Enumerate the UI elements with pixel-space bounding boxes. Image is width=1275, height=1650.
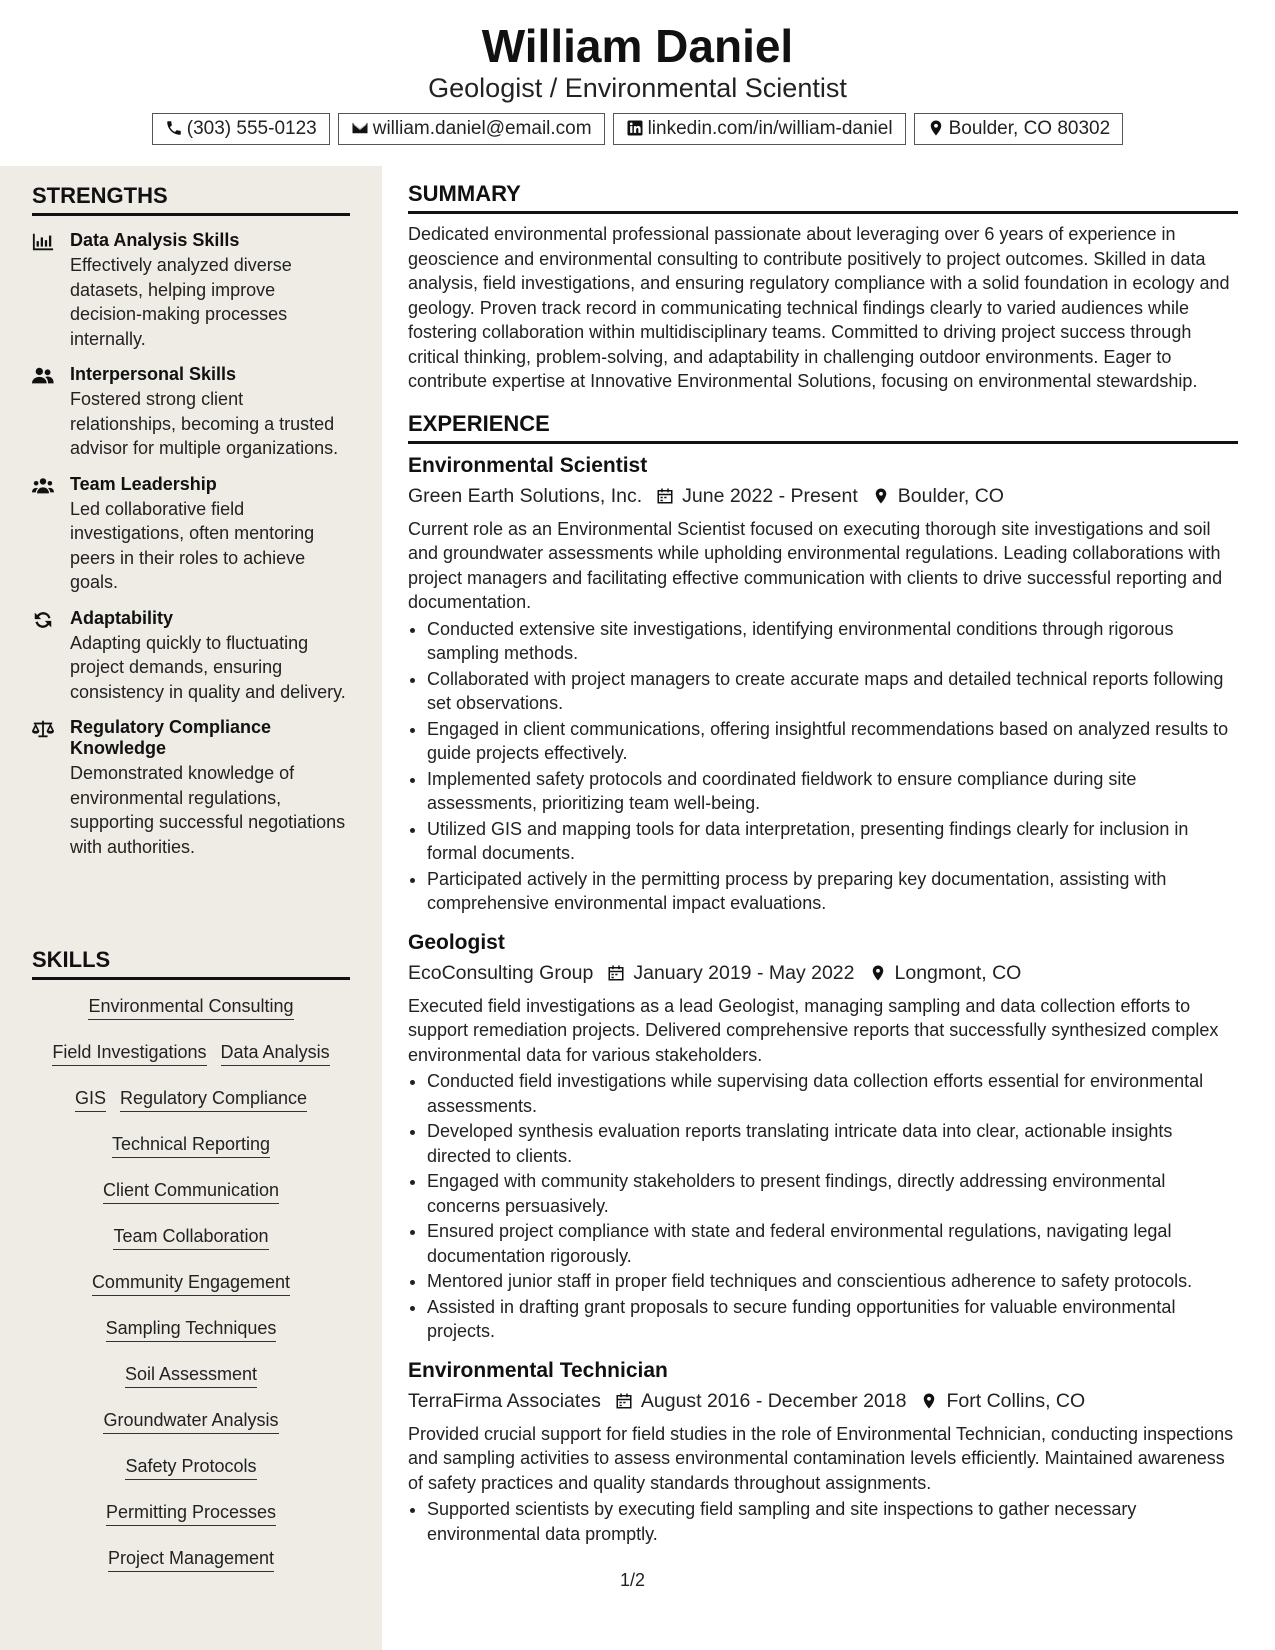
job-company: EcoConsulting Group [408, 961, 594, 984]
job-meta [408, 483, 1238, 509]
phone-icon [165, 119, 183, 137]
skill-tag: Technical Reporting [112, 1132, 270, 1158]
job-bullet: • Utilized GIS and mapping tools for data interpretation, presenting findings clearly for inclusion in formal documents. [427, 817, 1238, 866]
strength-name: Team Leadership [70, 473, 217, 494]
linkedin-icon [626, 119, 644, 137]
skill-tag: Field Investigations [52, 1040, 206, 1066]
job-bullet: • Conducted field investigations while supervising data collection efforts essential for environmental assessments. [427, 1069, 1238, 1118]
job-title: Environmental Scientist [408, 453, 648, 477]
skill-tag: Community Engagement [92, 1270, 290, 1296]
contact-email[interactable] [338, 113, 605, 145]
strength-name: Interpersonal Skills [70, 364, 237, 384]
strength-desc: Adapting quickly to fluctuating project demands, ensuring consistency in quality and delivery. [70, 632, 346, 702]
job-dates: January 2019 - May 2022 [633, 961, 855, 984]
job-bullet: • Implemented safety protocols and coordinated fieldwork to ensure compliance during site assessments, prioritizing team well-being. [427, 767, 1238, 816]
skill-tag: Data Analysis [221, 1040, 330, 1066]
skill-tag: Environmental Consulting [88, 994, 293, 1020]
skills-section [32, 946, 350, 1592]
map-pin-icon [869, 964, 887, 982]
job-company: Green Earth Solutions, Inc. [408, 484, 643, 507]
job-bullet: • Participated actively in the permitting process by preparing key documentation, assisting with comprehensive environmental impact evaluations. [427, 867, 1238, 916]
skill-tag: Project Management [108, 1546, 274, 1572]
contact-phone[interactable] [152, 113, 330, 145]
job-entry [408, 1358, 1238, 1547]
job-bullet: • Ensured project compliance with state and federal environmental regulations, navigating legal documentation rigorously. [427, 1219, 1238, 1268]
contact-linkedin[interactable] [613, 113, 906, 145]
strength-item [32, 608, 350, 705]
summary-heading: SUMMARY [408, 180, 1238, 214]
job-description: Executed field investigations as a lead Geologist, managing sampling and data collection efforts to support remediation projects. Delivered comprehensive reports that successfully synthesized complex environmental data for various stakeholders. [408, 995, 1219, 1065]
sidebar [0, 166, 382, 1650]
strength-desc: Fostered strong client relationships, becoming a trusted advisor for multiple organizations. [70, 389, 339, 458]
skill-tag: Regulatory Compliance [120, 1086, 307, 1112]
skills-heading: SKILLS [32, 946, 350, 980]
job-bullets [408, 1497, 1238, 1546]
job-bullet: • Conducted extensive site investigations, identifying environmental conditions through rigorous sampling methods. [427, 617, 1238, 666]
job-meta [408, 960, 1238, 986]
job-title: Environmental Technician [408, 1358, 668, 1382]
job-bullet: • Engaged with community stakeholders to present findings, directly addressing environmental concerns persuasively. [427, 1169, 1238, 1218]
strength-desc: Demonstrated knowledge of environmental regulations, supporting successful negotiations with authorities. [70, 763, 346, 857]
map-pin-icon [920, 1392, 938, 1410]
summary-section [408, 180, 1238, 394]
job-description: Current role as an Environmental Scientist focused on executing thorough site investigations and soil and groundwater assessments while upholding environmental regulations. Leading collaborations with project managers and facilitating effective communication with clients to drive successful reporting and documentation. [408, 518, 1223, 612]
job-bullet: • Engaged in client communications, offering insightful recommendations based on analyzed results to guide projects effectively. [427, 717, 1238, 766]
skills-list [32, 994, 350, 1592]
map-pin-icon [927, 119, 945, 137]
skill-tag: Groundwater Analysis [103, 1408, 278, 1434]
users-icon [32, 366, 54, 386]
strengths-section [32, 182, 350, 859]
job-dates: June 2022 - Present [682, 484, 858, 507]
strength-desc: Effectively analyzed diverse datasets, helping improve decision-making processes internally. [70, 255, 292, 349]
skill-tag: GIS [75, 1086, 106, 1112]
calendar-icon [615, 1392, 633, 1410]
job-entry [408, 930, 1238, 1344]
job-bullet: • Assisted in drafting grant proposals to secure funding opportunities for valuable environmental projects. [427, 1295, 1238, 1344]
refresh-icon [32, 610, 54, 630]
envelope-icon [351, 119, 369, 137]
skill-tag: Soil Assessment [125, 1362, 257, 1388]
contact-location-text: Boulder, CO 80302 [948, 118, 1111, 139]
experience-section [408, 410, 1238, 1547]
job-entry [408, 453, 1238, 916]
job-bullet: • Developed synthesis evaluation reports translating intricate data into clear, actionable insights directed to clients. [427, 1119, 1238, 1168]
skill-tag: Permitting Processes [106, 1500, 276, 1526]
contact-phone-text: (303) 555-0123 [186, 118, 317, 139]
job-bullet: • Mentored junior staff in proper field techniques and conscientious adherence to safety protocols. [427, 1269, 1238, 1294]
scale-icon [32, 719, 54, 739]
resume-header [0, 0, 1275, 165]
page-number: 1/2 [620, 1570, 646, 1590]
contact-location[interactable] [914, 113, 1124, 145]
job-description: Provided crucial support for field studies in the role of Environmental Technician, conducting inspections and sampling activities to assess environmental contamination levels efficiently. Maintained awareness of safety practices and quality standards throughout assignments. [408, 1423, 1234, 1493]
job-location: Longmont, CO [894, 961, 1022, 984]
contact-bar [0, 113, 1275, 145]
job-location: Fort Collins, CO [946, 1389, 1086, 1412]
strength-name: Regulatory Compliance Knowledge [70, 717, 272, 758]
strength-desc: Led collaborative field investigations, often mentoring peers in their roles to achieve goals. [70, 498, 315, 592]
strengths-heading: STRENGTHS [32, 182, 350, 216]
experience-heading: EXPERIENCE [408, 410, 1238, 444]
bar-chart-icon [32, 232, 54, 252]
strength-name: Adaptability [70, 607, 174, 628]
map-pin-icon [872, 487, 890, 505]
candidate-name: William Daniel [481, 20, 794, 72]
skill-tag: Sampling Techniques [106, 1316, 277, 1342]
job-title: Geologist [408, 930, 505, 954]
candidate-title: Geologist / Environmental Scientist [428, 73, 847, 103]
skill-tag: Client Communication [103, 1178, 279, 1204]
strength-item [32, 364, 350, 461]
strength-name: Data Analysis Skills [70, 230, 240, 250]
job-location: Boulder, CO [897, 484, 1004, 507]
job-bullet: • Collaborated with project managers to create accurate maps and detailed technical reports following set observations. [427, 667, 1238, 716]
skill-tag: Team Collaboration [113, 1224, 268, 1250]
skill-tag: Safety Protocols [125, 1454, 256, 1480]
job-bullets [408, 617, 1238, 916]
job-dates: August 2016 - December 2018 [640, 1389, 907, 1412]
job-company: TerraFirma Associates [408, 1389, 601, 1412]
strength-item [32, 230, 350, 351]
calendar-icon [656, 487, 674, 505]
contact-email-text: william.daniel@email.com [372, 118, 592, 139]
summary-text: Dedicated environmental professional passionate about leveraging over 6 years of experience in geoscience and environmental consulting to contribute positively to project outcomes. Skilled in data analysis, field investigations, and ensuring regulatory compliance with a solid foundation in ecology and geology. Proven track record in communicating technical findings clearly to varied audiences while fostering collaboration within multidisciplinary teams. Committed to driving project success through critical thinking, problem-solving, and adaptability in challenging outdoor environments. Eager to contribute expertise at Innovative Environmental Solutions, focusing on environmental stewardship. [408, 224, 1230, 391]
contact-linkedin-text: linkedin.com/in/william-daniel [647, 118, 893, 139]
team-icon [32, 476, 54, 496]
main-content [408, 180, 1238, 1547]
strength-item [32, 717, 350, 859]
calendar-icon [607, 964, 625, 982]
job-meta [408, 1388, 1238, 1414]
strength-item [32, 474, 350, 595]
job-bullets [408, 1069, 1238, 1344]
job-bullet: • Supported scientists by executing field sampling and site inspections to gather necessary environmental data promptly. [427, 1497, 1238, 1546]
